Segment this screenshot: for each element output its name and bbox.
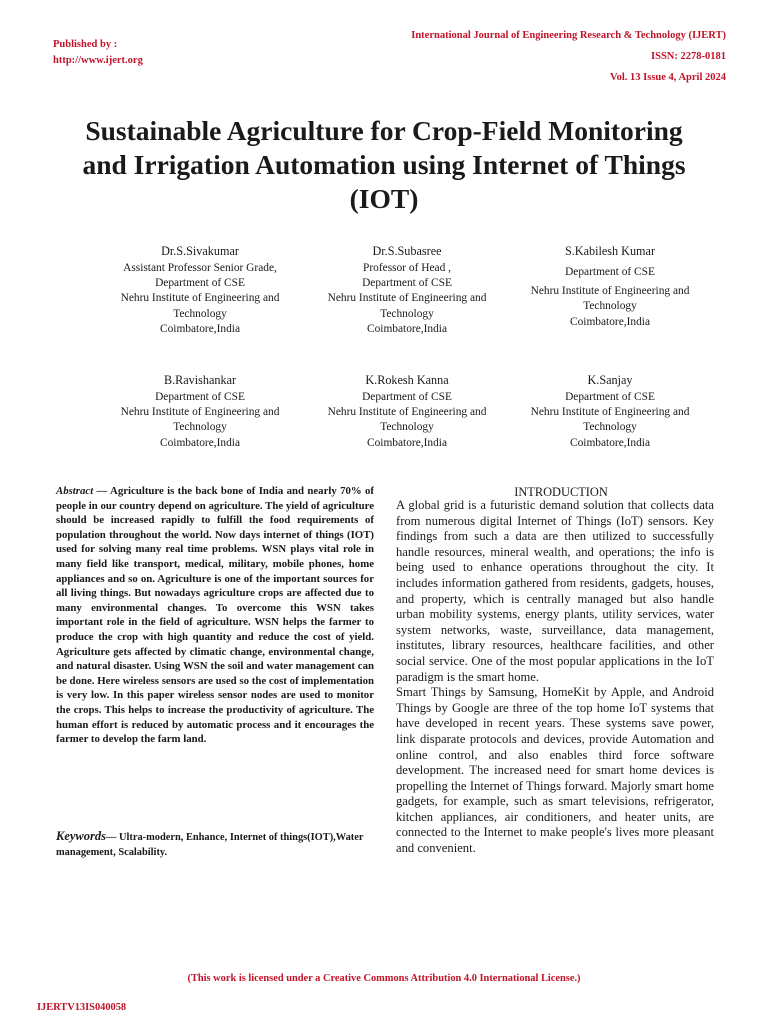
author-affiliation-line: Nehru Institute of Engineering and xyxy=(120,406,280,419)
paper-id: IJERTV13IS040058 xyxy=(37,1002,127,1013)
author-affiliation-line: Nehru Institute of Engineering and xyxy=(327,406,487,419)
author-affiliation-line: Nehru Institute of Engineering and xyxy=(530,406,690,419)
journal-url-link[interactable]: http://www.ijert.org xyxy=(53,55,143,66)
author-affiliation-line: Nehru Institute of Engineering and xyxy=(120,292,280,305)
keywords-section xyxy=(56,829,374,860)
author-affiliation-line: Technology xyxy=(583,300,637,313)
abstract-section xyxy=(56,484,374,747)
keywords-dash: — xyxy=(106,832,119,843)
author-name: S.Kabilesh Kumar xyxy=(564,244,656,258)
introduction-paragraph: A global grid is a futuristic demand solution that collects data from numerous digital Internet of Things (IoT) sensors. Key findings from such a data are then utilized to successfully handle resources, mineral wealth, and operations; the info is being used to enhance operations throughout the city. It includes information gathered from residents, gadgets, houses, and property, which is centrally managed but also handle urban mobility systems, energy plants, utility services, water system networks, waste, surveillance, data management, institutes, library resources, healthcare facilities, and other social service. One of the most popular applications in the IoT paradigm is the smart home. xyxy=(396,498,714,684)
author-name: K.Rokesh Kanna xyxy=(365,373,449,387)
author-affiliation-line: Assistant Professor Senior Grade, xyxy=(123,262,277,274)
author-name: Dr.S.Sivakumar xyxy=(161,244,239,258)
author-affiliation-line: Coimbatore,India xyxy=(569,436,651,449)
author-affiliation-line: Technology xyxy=(583,421,637,434)
keywords-label: Keywords xyxy=(56,829,106,843)
author-name: Dr.S.Subasree xyxy=(372,244,442,258)
journal-name: International Journal of Engineering Research & Technology (IJERT) xyxy=(411,30,726,41)
author-name: K.Sanjay xyxy=(587,373,633,387)
abstract-text: Agriculture is the back bone of India and nearly 70% of people in our country depend on agriculture. The yield of agriculture should be increased rapidly to fulfill the food requirements of population throughout the world. Now days internet of things (IOT) used for solving many real time problems. WSN plays vital role in many field like transport, medical, military, mobile phones, home appliances and so on. Agriculture is one of the important sources for all living things. But nowadays agriculture crops are affected due to many environmental changes. To overcome this WSN takes important role in the field of agriculture. WSN helps the farmer to produce the crop with high quantity and reduce the cost of yield. Agriculture gets affected by climatic change, environmental change, and natural disaster. Using WSN the soil and water management can be done. Here wireless sensors are used so the cost of implementation is very low. In this paper wireless sensor nodes are used to monitor the crops. This helps to increase the productivity of agriculture. The human effort is reduced by automatic process and it encourages the farmer to develop the farm land. xyxy=(56,485,374,746)
author-affiliation-line: Coimbatore,India xyxy=(366,322,448,335)
published-by-label: Published by : xyxy=(53,39,118,50)
license-notice: (This work is licensed under a Creative Commons Attribution 4.0 International License.) xyxy=(187,973,581,984)
author-affiliation-line: Coimbatore,India xyxy=(366,436,448,449)
author-affiliation-line: Technology xyxy=(173,307,227,320)
abstract-label: Abstract xyxy=(56,485,94,497)
publisher-block xyxy=(53,37,143,69)
author-affiliation-line: Department of CSE xyxy=(362,391,452,403)
introduction-body xyxy=(396,498,714,857)
issn-label: ISSN: 2278-0181 xyxy=(651,51,726,62)
author-affiliation-line: Coimbatore,India xyxy=(569,315,651,328)
author-affiliation-line: Technology xyxy=(380,307,434,320)
author-affiliation-line: Department of CSE xyxy=(155,277,245,290)
author-affiliation-line: Department of CSE xyxy=(155,391,245,403)
author-name: B.Ravishankar xyxy=(163,373,237,387)
volume-label: Vol. 13 Issue 4, April 2024 xyxy=(609,72,726,83)
author-affiliation-line: Technology xyxy=(380,421,434,434)
introduction-heading: INTRODUCTION xyxy=(514,485,608,499)
journal-info-block xyxy=(411,25,726,88)
keywords-text: Ultra-modern, Enhance, Internet of things(IOT),Water management, Scalability. xyxy=(56,832,364,858)
author-card xyxy=(100,241,300,337)
author-card xyxy=(307,241,507,337)
paper-title: Sustainable Agriculture for Crop-Field Monitoring and Irrigation Automation using Internet of Things (IOT) xyxy=(82,115,686,214)
author-affiliation-line: Department of CSE xyxy=(565,266,655,278)
author-affiliation-line: Technology xyxy=(173,421,227,434)
author-affiliation-line: Coimbatore,India xyxy=(159,322,241,335)
author-card xyxy=(100,370,300,451)
introduction-paragraph: Smart Things by Samsung, HomeKit by Apple, and Android Things by Google are three of the top home IoT systems that have developed in recent years. These systems save power, link disparate protocols and devices, provide Automation and online control, and also enables third force software development. The increased need for smart home devices is propelling the Internet of Things forward. Majorly smart home gadgets, for example, such as smart televisions, refrigerator, kitchen appliances, air conditioners, and heater units, are connected to the Internet to make people's lives more pleasant and convenient. xyxy=(396,685,714,856)
abstract-dash: — xyxy=(93,485,111,497)
author-affiliation-line: Nehru Institute of Engineering and xyxy=(530,285,690,298)
author-card xyxy=(510,370,710,451)
author-affiliation-line: Department of CSE xyxy=(362,277,452,290)
author-affiliation-line: Coimbatore,India xyxy=(159,436,241,449)
author-affiliation-line: Department of CSE xyxy=(565,391,655,403)
author-affiliation-line: Nehru Institute of Engineering and xyxy=(327,292,487,305)
author-card xyxy=(510,241,710,330)
author-affiliation-line: Professor of Head , xyxy=(363,262,451,274)
author-card xyxy=(307,370,507,451)
